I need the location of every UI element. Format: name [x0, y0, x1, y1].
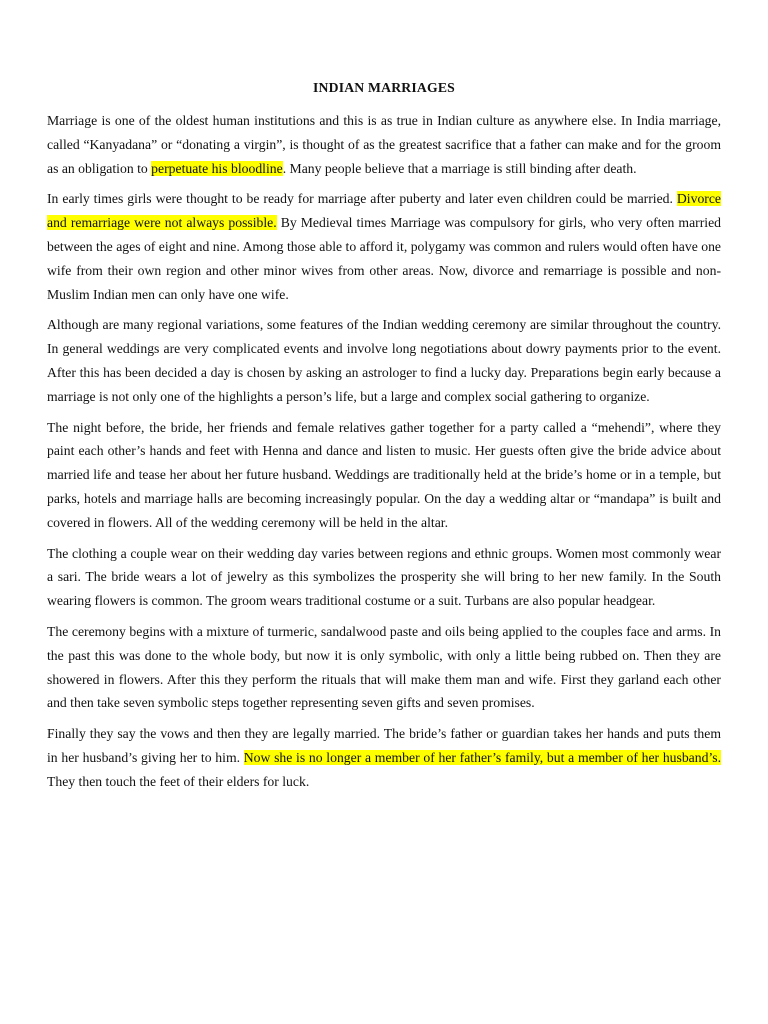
paragraph-3 [47, 313, 721, 408]
paragraph-6 [47, 620, 721, 715]
paragraph-1 [47, 109, 721, 180]
document-title: INDIAN MARRIAGES [313, 80, 455, 95]
paragraph-text: Finally they say the vows and then they are legally married. The bride’s father or guardian takes her hands and puts them in her husband’s giving her to him. [47, 726, 721, 765]
highlighted-text: Divorce and remarriage were not always possible. [47, 191, 721, 231]
paragraph-text: . Many people believe that a marriage is still binding after death. [282, 160, 637, 176]
paragraph-text: By Medieval times Marriage was compulsory for girls, who very often married between the ages of eight and nine. Among those able to afford it, polygamy was common and rulers would often have one wife from their own region and other minor wives from other areas. Now, divorce and remarriage is possible and non-Muslim Indian men can only have one wife. [47, 215, 721, 302]
highlighted-text: perpetuate his bloodline [151, 160, 283, 176]
paragraph-text: They then touch the feet of their elders for luck. [47, 773, 310, 789]
paragraph-4 [47, 416, 721, 535]
paragraph-text: The ceremony begins with a mixture of turmeric, sandalwood paste and oils being applied to the couples face and arms. In the past this was done to the whole body, but now it is only symbolic, with only a little being rubbed on. Then they are showered in flowers. After this they perform the rituals that will make them man and wife. First they garland each other and then take seven symbolic steps together representing seven gifts and seven promises. [47, 623, 721, 711]
paragraph-7 [47, 722, 721, 793]
paragraph-5 [47, 542, 721, 613]
paragraph-text: Although are many regional variations, some features of the Indian wedding ceremony are similar throughout the country. In general weddings are very complicated events and involve long negotiations about dowry payments prior to the event. After this has been decided a day is chosen by asking an astrologer to find a lucky day. Preparations begin early because a marriage is not only one of the highlights a person’s life, but a large and complex social gathering to organize. [47, 317, 721, 404]
document-page [47, 79, 721, 801]
paragraph-text: The night before, the bride, her friends and female relatives gather together for a party called a “mehendi”, where they paint each other’s hands and feet with Henna and dance and listen to music. Her guests often give the bride advice about married life and tease her about her future husband. Weddings are traditionally held at the bride’s home or in a temple, but parks, hotels and marriage halls are becoming increasingly popular. On the day a wedding altar or “mandapa” is built and covered in flowers. All of the wedding ceremony will be held in the altar. [47, 419, 721, 530]
paragraph-text: The clothing a couple wear on their wedding day varies between regions and ethnic groups. Women most commonly wear a sari. The bride wears a lot of jewelry as this symbolizes the prosperity she will bring to her new family. In the South wearing flowers is common. The groom wears traditional costume or a suit. Turbans are also popular headgear. [47, 545, 721, 609]
paragraph-text: Marriage is one of the oldest human institutions and this is as true in Indian culture as anywhere else. In India marriage, called “Kanyadana” or “donating a virgin”, is thought of as the greatest sacrifice that a father can make and for the groom as an obligation to [47, 113, 721, 176]
paragraph-2 [47, 187, 721, 306]
highlighted-text: Now she is no longer a member of her father’s family, but a member of her husband’s. [243, 749, 721, 765]
paragraph-text: In early times girls were thought to be ready for marriage after puberty and later even children could be married. [47, 191, 677, 207]
